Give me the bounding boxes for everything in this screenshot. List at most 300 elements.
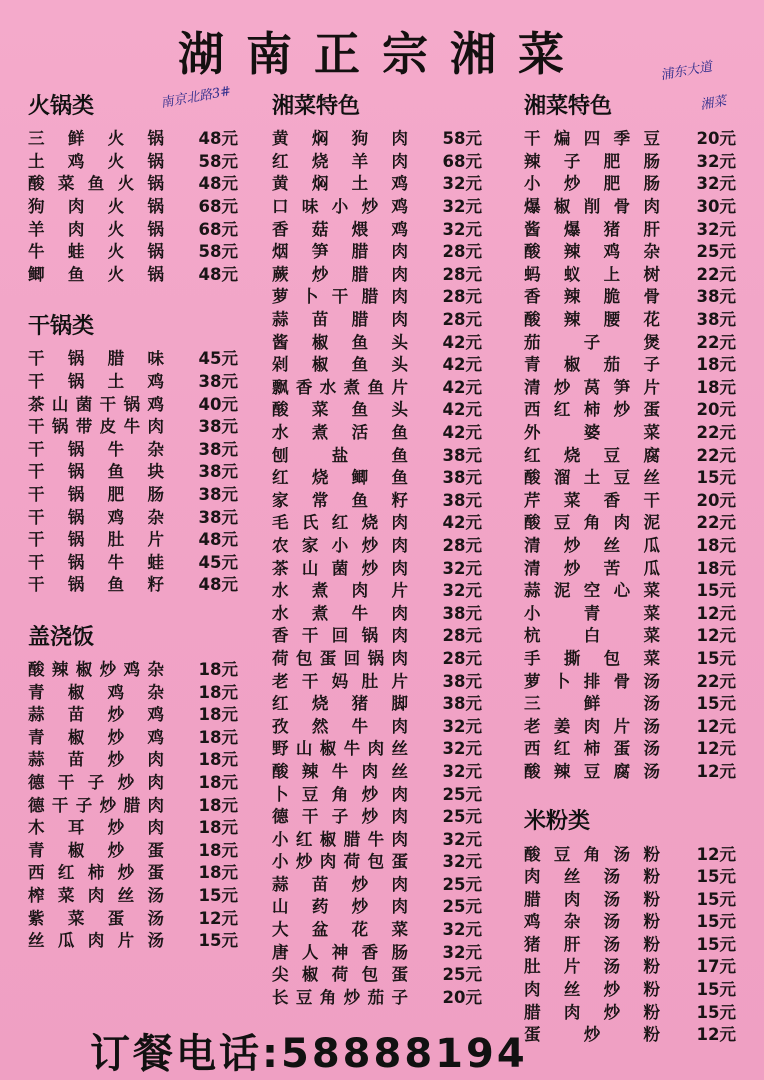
menu-item-name: 卜 豆 角 炒 肉	[272, 784, 408, 804]
menu-item-name: 干 锅 牛 杂	[28, 439, 164, 459]
menu-item	[524, 623, 736, 646]
menu-item	[28, 262, 238, 285]
menu-item-name: 干 锅 鱼 籽	[28, 575, 164, 595]
menu-item	[524, 149, 736, 172]
menu-item-name: 青 椒 鸡 杂	[28, 682, 164, 702]
menu-item-price: 38元	[696, 310, 736, 330]
menu-item	[28, 550, 238, 573]
menu-item-name: 蕨 炒 腊 肉	[272, 264, 408, 284]
menu-item-name: 萝 卜 排 骨 汤	[524, 671, 660, 691]
section-heading: 盖浇饭	[28, 624, 95, 650]
menu-item-name: 干 锅 腊 味	[28, 349, 164, 369]
order-phone: 订餐电话:58888194	[90, 1031, 528, 1077]
menu-column-1	[28, 92, 238, 950]
menu-item-name: 干 锅 土 鸡	[28, 372, 164, 392]
menu-item	[28, 126, 238, 149]
menu-item	[524, 932, 736, 955]
menu-item-name: 德 干 子 炒 腊 肉	[28, 795, 164, 815]
menu-item-price: 42元	[442, 355, 482, 375]
menu-item-price: 38元	[198, 439, 238, 459]
menu-item	[272, 510, 482, 533]
menu-item-price: 18元	[696, 535, 736, 555]
menu-item	[272, 149, 482, 172]
menu-item	[28, 216, 238, 239]
menu-item	[524, 171, 736, 194]
menu-item-price: 32元	[442, 920, 482, 940]
menu-item	[28, 194, 238, 217]
menu-item-price: 18元	[198, 863, 238, 883]
menu-item-name: 狗 肉 火 锅	[28, 197, 164, 217]
menu-item-name: 水 煮 肉 片	[272, 581, 408, 601]
menu-item-price: 15元	[696, 934, 736, 954]
menu-item-price: 22元	[696, 513, 736, 533]
menu-column-2	[272, 92, 482, 1007]
menu-item-name: 萝 卜 干 腊 肉	[272, 287, 408, 307]
menu-item	[272, 917, 482, 940]
menu-item-name: 尖 椒 荷 包 蛋	[272, 965, 408, 985]
menu-item-name: 黄 焖 狗 肉	[272, 129, 408, 149]
menu-item-name: 德 干 子 炒 肉	[28, 772, 164, 792]
menu-item-name: 紫 菜 蛋 汤	[28, 908, 164, 928]
menu-item-price: 20元	[696, 490, 736, 510]
menu-item-price: 12元	[198, 908, 238, 928]
menu-item-name: 木 耳 炒 肉	[28, 818, 164, 838]
menu-item	[28, 792, 238, 815]
menu-item-name: 蛋 炒 粉	[524, 1025, 660, 1045]
menu-item-name: 茶 山 菌 干 锅 鸡	[28, 394, 164, 414]
menu-item-price: 42元	[442, 423, 482, 443]
menu-item-price: 32元	[442, 581, 482, 601]
section-heading: 米粉类	[524, 809, 591, 835]
menu-item	[28, 149, 238, 172]
menu-item-price: 32元	[696, 174, 736, 194]
menu-item-name: 茶 山 菌 炒 肉	[272, 558, 408, 578]
menu-item	[272, 194, 482, 217]
menu-item	[272, 713, 482, 736]
menu-item-name: 西 红 柿 炒 蛋	[28, 863, 164, 883]
menu-item	[272, 578, 482, 601]
menu-item-name: 山 药 炒 肉	[272, 897, 408, 917]
menu-item	[524, 488, 736, 511]
menu-item-price: 38元	[198, 372, 238, 392]
menu-item-price: 25元	[442, 874, 482, 894]
menu-item-name: 肉 丝 炒 粉	[524, 980, 660, 1000]
menu-item-price: 18元	[696, 558, 736, 578]
menu-item	[272, 397, 482, 420]
menu-item	[524, 759, 736, 782]
menu-item	[28, 391, 238, 414]
menu-item-price: 22元	[696, 445, 736, 465]
menu-item	[524, 886, 736, 909]
menu-item	[524, 909, 736, 932]
menu-item	[524, 126, 736, 149]
menu-item-name: 干 锅 牛 蛙	[28, 552, 164, 572]
menu-item-name: 手 撕 包 菜	[524, 648, 660, 668]
menu-item-name: 水 煮 活 鱼	[272, 423, 408, 443]
menu-item	[28, 657, 238, 680]
menu-item-price: 45元	[198, 349, 238, 369]
menu-item-name: 茄 子 煲	[524, 332, 660, 352]
menu-item-price: 28元	[442, 264, 482, 284]
menu-item-name: 干 锅 鱼 块	[28, 462, 164, 482]
menu-item-name: 大 盆 花 菜	[272, 920, 408, 940]
menu-item	[272, 171, 482, 194]
menu-item-name: 酸 菜 鱼 头	[272, 400, 408, 420]
menu-item-name: 香 干 回 锅 肉	[272, 626, 408, 646]
menu-item-name: 孜 然 牛 肉	[272, 716, 408, 736]
menu-item	[272, 442, 482, 465]
menu-item-price: 22元	[696, 671, 736, 691]
menu-item	[524, 578, 736, 601]
menu-item-price: 25元	[442, 897, 482, 917]
menu-item-name: 毛 氏 红 烧 肉	[272, 513, 408, 533]
menu-item-name: 红 烧 鲫 鱼	[272, 468, 408, 488]
menu-item-name: 羊 肉 火 锅	[28, 219, 164, 239]
menu-item	[272, 985, 482, 1008]
menu-item-price: 22元	[696, 332, 736, 352]
menu-item	[272, 646, 482, 669]
menu-item-name: 老 干 妈 肚 片	[272, 671, 408, 691]
menu-item-price: 28元	[442, 626, 482, 646]
menu-item-price: 68元	[442, 151, 482, 171]
menu-item-price: 42元	[442, 400, 482, 420]
menu-item-price: 48元	[198, 174, 238, 194]
menu-item-price: 18元	[198, 705, 238, 725]
section-gap	[524, 781, 736, 807]
menu-item-price: 38元	[696, 287, 736, 307]
menu-item	[524, 375, 736, 398]
menu-item	[272, 465, 482, 488]
menu-item-price: 58元	[198, 151, 238, 171]
menu-item	[28, 572, 238, 595]
menu-item	[28, 504, 238, 527]
menu-item	[524, 533, 736, 556]
menu-item-name: 烟 笋 腊 肉	[272, 242, 408, 262]
menu-item-price: 32元	[442, 761, 482, 781]
menu-item-name: 蒜 泥 空 心 菜	[524, 581, 660, 601]
menu-item-price: 32元	[442, 829, 482, 849]
menu-item	[272, 962, 482, 985]
menu-item	[272, 375, 482, 398]
menu-item	[524, 329, 736, 352]
menu-item-name: 酸 辣 豆 腐 汤	[524, 761, 660, 781]
menu-item-name: 剁 椒 鱼 头	[272, 355, 408, 375]
menu-item-price: 22元	[696, 264, 736, 284]
menu-item	[524, 352, 736, 375]
menu-item-price: 38元	[198, 417, 238, 437]
menu-item	[524, 465, 736, 488]
menu-item	[524, 555, 736, 578]
menu-item-price: 28元	[442, 287, 482, 307]
menu-item-price: 38元	[198, 462, 238, 482]
menu-item-price: 15元	[696, 648, 736, 668]
menu-item-price: 22元	[696, 423, 736, 443]
menu-item	[272, 872, 482, 895]
menu-item-name: 酸 豆 角 汤 粉	[524, 844, 660, 864]
menu-item-name: 酸 辣 牛 肉 丝	[272, 761, 408, 781]
menu-item-name: 青 椒 茄 子	[524, 355, 660, 375]
menu-item	[272, 894, 482, 917]
menu-item-price: 20元	[696, 129, 736, 149]
section-heading: 湘菜特色	[272, 94, 361, 119]
menu-item-price: 18元	[198, 682, 238, 702]
menu-item	[524, 307, 736, 330]
menu-item-name: 口 味 小 炒 鸡	[272, 197, 408, 217]
menu-item-price: 25元	[442, 807, 482, 827]
menu-item-name: 干 锅 带 皮 牛 肉	[28, 417, 164, 437]
menu-item-name: 老 姜 肉 片 汤	[524, 716, 660, 736]
menu-item-name: 红 烧 猪 脚	[272, 694, 408, 714]
menu-item	[28, 437, 238, 460]
menu-item-price: 25元	[442, 784, 482, 804]
menu-item-price: 12元	[696, 716, 736, 736]
menu-item	[524, 397, 736, 420]
menu-item-price: 38元	[442, 603, 482, 623]
menu-item-price: 12元	[696, 761, 736, 781]
menu-item-price: 42元	[442, 332, 482, 352]
menu-item	[272, 759, 482, 782]
menu-item	[272, 533, 482, 556]
menu-item	[28, 815, 238, 838]
menu-item-price: 38元	[198, 507, 238, 527]
menu-item	[524, 1022, 736, 1045]
menu-item-name: 酸 辣 椒 炒 鸡 杂	[28, 659, 164, 679]
menu-item-name: 农 家 小 炒 肉	[272, 535, 408, 555]
menu-item-name: 水 煮 牛 肉	[272, 603, 408, 623]
menu-item-name: 肚 片 汤 粉	[524, 957, 660, 977]
menu-item-name: 红 烧 豆 腐	[524, 445, 660, 465]
menu-item-price: 15元	[696, 889, 736, 909]
menu-item-price: 68元	[198, 219, 238, 239]
menu-item-price: 48元	[198, 264, 238, 284]
menu-item-name: 青 椒 炒 鸡	[28, 727, 164, 747]
menu-item-price: 18元	[198, 659, 238, 679]
menu-item	[524, 420, 736, 443]
menu-item-name: 青 椒 炒 蛋	[28, 840, 164, 860]
handwritten-note-3: 湘菜	[699, 93, 728, 114]
menu-item	[272, 668, 482, 691]
menu-item-price: 58元	[442, 129, 482, 149]
menu-item-name: 红 烧 羊 肉	[272, 151, 408, 171]
menu-item	[524, 999, 736, 1022]
menu-item	[28, 837, 238, 860]
menu-item-name: 西 红 柿 炒 蛋	[524, 400, 660, 420]
menu-item	[272, 488, 482, 511]
menu-item	[524, 194, 736, 217]
menu-item-price: 42元	[442, 377, 482, 397]
menu-item	[28, 527, 238, 550]
menu-item-price: 38元	[442, 445, 482, 465]
menu-item-price: 38元	[442, 490, 482, 510]
menu-item-price: 15元	[696, 1002, 736, 1022]
menu-item-name: 蒜 苗 炒 鸡	[28, 705, 164, 725]
section-heading: 湘菜特色	[524, 94, 613, 119]
menu-item	[28, 346, 238, 369]
menu-title: 湖南正宗湘菜	[178, 27, 586, 81]
menu-item-price: 32元	[442, 852, 482, 872]
menu-item-price: 18元	[198, 750, 238, 770]
menu-item	[272, 126, 482, 149]
menu-item-price: 18元	[696, 355, 736, 375]
menu-item-price: 25元	[696, 242, 736, 262]
section-heading: 火锅类	[28, 94, 95, 119]
menu-item	[28, 928, 238, 951]
menu-item	[524, 977, 736, 1000]
menu-item-name: 蒜 苗 炒 肉	[28, 750, 164, 770]
menu-item-price: 32元	[696, 219, 736, 239]
menu-item-name: 腊 肉 炒 粉	[524, 1002, 660, 1022]
menu-item-price: 15元	[198, 931, 238, 951]
menu-item-name: 野 山 椒 牛 肉 丝	[272, 739, 408, 759]
menu-item-price: 30元	[696, 197, 736, 217]
menu-item-name: 清 炒 丝 瓜	[524, 535, 660, 555]
menu-item-name: 丝 瓜 肉 片 汤	[28, 931, 164, 951]
menu-item	[28, 459, 238, 482]
menu-item-price: 38元	[442, 468, 482, 488]
menu-item-price: 48元	[198, 530, 238, 550]
menu-item-price: 15元	[696, 980, 736, 1000]
menu-item-price: 32元	[442, 558, 482, 578]
menu-item	[524, 262, 736, 285]
menu-item-name: 刨 盐 鱼	[272, 445, 408, 465]
menu-item-name: 酸 辣 腰 花	[524, 310, 660, 330]
menu-item	[272, 555, 482, 578]
menu-item-price: 25元	[442, 965, 482, 985]
menu-item-price: 12元	[696, 739, 736, 759]
menu-item-price: 18元	[198, 795, 238, 815]
menu-item	[272, 736, 482, 759]
menu-item-name: 杭 白 菜	[524, 626, 660, 646]
menu-item-price: 32元	[442, 716, 482, 736]
menu-item-price: 48元	[198, 575, 238, 595]
menu-item-price: 15元	[696, 581, 736, 601]
menu-item	[272, 849, 482, 872]
menu-item	[28, 482, 238, 505]
menu-item-name: 长 豆 角 炒 茄 子	[272, 987, 408, 1007]
handwritten-note-2: 浦东大道	[659, 59, 714, 84]
menu-item-price: 32元	[442, 219, 482, 239]
menu-item-price: 32元	[696, 151, 736, 171]
menu-item-price: 15元	[696, 912, 736, 932]
menu-item	[272, 623, 482, 646]
menu-item	[28, 747, 238, 770]
menu-item-name: 腊 肉 汤 粉	[524, 889, 660, 909]
menu-item-price: 32元	[442, 197, 482, 217]
menu-item-name: 清 炒 莴 笋 片	[524, 377, 660, 397]
menu-item-name: 德 干 子 炒 肉	[272, 807, 408, 827]
menu-item	[272, 239, 482, 262]
menu-item-price: 32元	[442, 739, 482, 759]
menu-item	[28, 860, 238, 883]
menu-item-name: 肉 丝 汤 粉	[524, 867, 660, 887]
menu-item	[272, 262, 482, 285]
menu-column-3	[524, 92, 736, 1045]
menu-item	[28, 770, 238, 793]
menu-item-name: 芹 菜 香 干	[524, 490, 660, 510]
menu-item	[524, 600, 736, 623]
menu-item	[272, 804, 482, 827]
menu-item-name: 黄 焖 土 鸡	[272, 174, 408, 194]
menu-item-price: 38元	[442, 694, 482, 714]
menu-item-price: 17元	[696, 957, 736, 977]
menu-item	[524, 713, 736, 736]
menu-item	[28, 883, 238, 906]
menu-item-price: 12元	[696, 626, 736, 646]
menu-item-price: 15元	[696, 468, 736, 488]
menu-item-name: 小 青 菜	[524, 603, 660, 623]
menu-item	[272, 781, 482, 804]
menu-item-price: 32元	[442, 942, 482, 962]
menu-item-price: 20元	[696, 400, 736, 420]
menu-item-price: 15元	[198, 885, 238, 905]
menu-item-name: 三 鲜 汤	[524, 694, 660, 714]
menu-item-price: 58元	[198, 242, 238, 262]
menu-item	[524, 864, 736, 887]
menu-item	[28, 171, 238, 194]
menu-item	[28, 369, 238, 392]
menu-item-name: 外 婆 菜	[524, 423, 660, 443]
menu-item-price: 40元	[198, 394, 238, 414]
menu-item-price: 18元	[198, 727, 238, 747]
menu-item-name: 榨 菜 肉 丝 汤	[28, 885, 164, 905]
section-gap	[28, 595, 238, 623]
menu-item	[524, 841, 736, 864]
menu-item	[272, 307, 482, 330]
menu-item-price: 28元	[442, 242, 482, 262]
menu-item-name: 干 煸 四 季 豆	[524, 129, 660, 149]
menu-item-name: 香 菇 煨 鸡	[272, 219, 408, 239]
menu-item-price: 15元	[696, 694, 736, 714]
menu-item-name: 家 常 鱼 籽	[272, 490, 408, 510]
menu-item	[524, 954, 736, 977]
menu-item-price: 28元	[442, 648, 482, 668]
menu-item-price: 12元	[696, 1025, 736, 1045]
menu-item	[28, 679, 238, 702]
menu-item-price: 42元	[442, 513, 482, 533]
menu-item-name: 酸 菜 鱼 火 锅	[28, 174, 164, 194]
menu-item	[524, 442, 736, 465]
menu-item-name: 香 辣 脆 骨	[524, 287, 660, 307]
menu-item	[524, 239, 736, 262]
menu-item	[28, 414, 238, 437]
menu-item-price: 28元	[442, 310, 482, 330]
menu-item	[524, 284, 736, 307]
menu-item-price: 32元	[442, 174, 482, 194]
menu-item-name: 酸 豆 角 肉 泥	[524, 513, 660, 533]
menu-item-price: 18元	[198, 772, 238, 792]
menu-item-price: 12元	[696, 844, 736, 864]
menu-item	[28, 724, 238, 747]
menu-item	[524, 691, 736, 714]
menu-item-name: 酱 椒 鱼 头	[272, 332, 408, 352]
handwritten-note-1: 南京北路3#	[159, 83, 233, 112]
menu-item	[272, 329, 482, 352]
menu-item	[272, 284, 482, 307]
menu-item-price: 18元	[198, 818, 238, 838]
menu-item-name: 唐 人 神 香 肠	[272, 942, 408, 962]
menu-item-name: 鲫 鱼 火 锅	[28, 264, 164, 284]
menu-item-price: 12元	[696, 603, 736, 623]
menu-item	[272, 352, 482, 375]
menu-item-name: 蒜 苗 炒 肉	[272, 874, 408, 894]
menu-item-price: 20元	[442, 987, 482, 1007]
menu-item-name: 西 红 柿 蛋 汤	[524, 739, 660, 759]
menu-item-price: 45元	[198, 552, 238, 572]
menu-item-name: 荷 包 蛋 回 锅 肉	[272, 648, 408, 668]
menu-item-name: 蒜 苗 腊 肉	[272, 310, 408, 330]
menu-item-price: 48元	[198, 129, 238, 149]
menu-item	[28, 239, 238, 262]
